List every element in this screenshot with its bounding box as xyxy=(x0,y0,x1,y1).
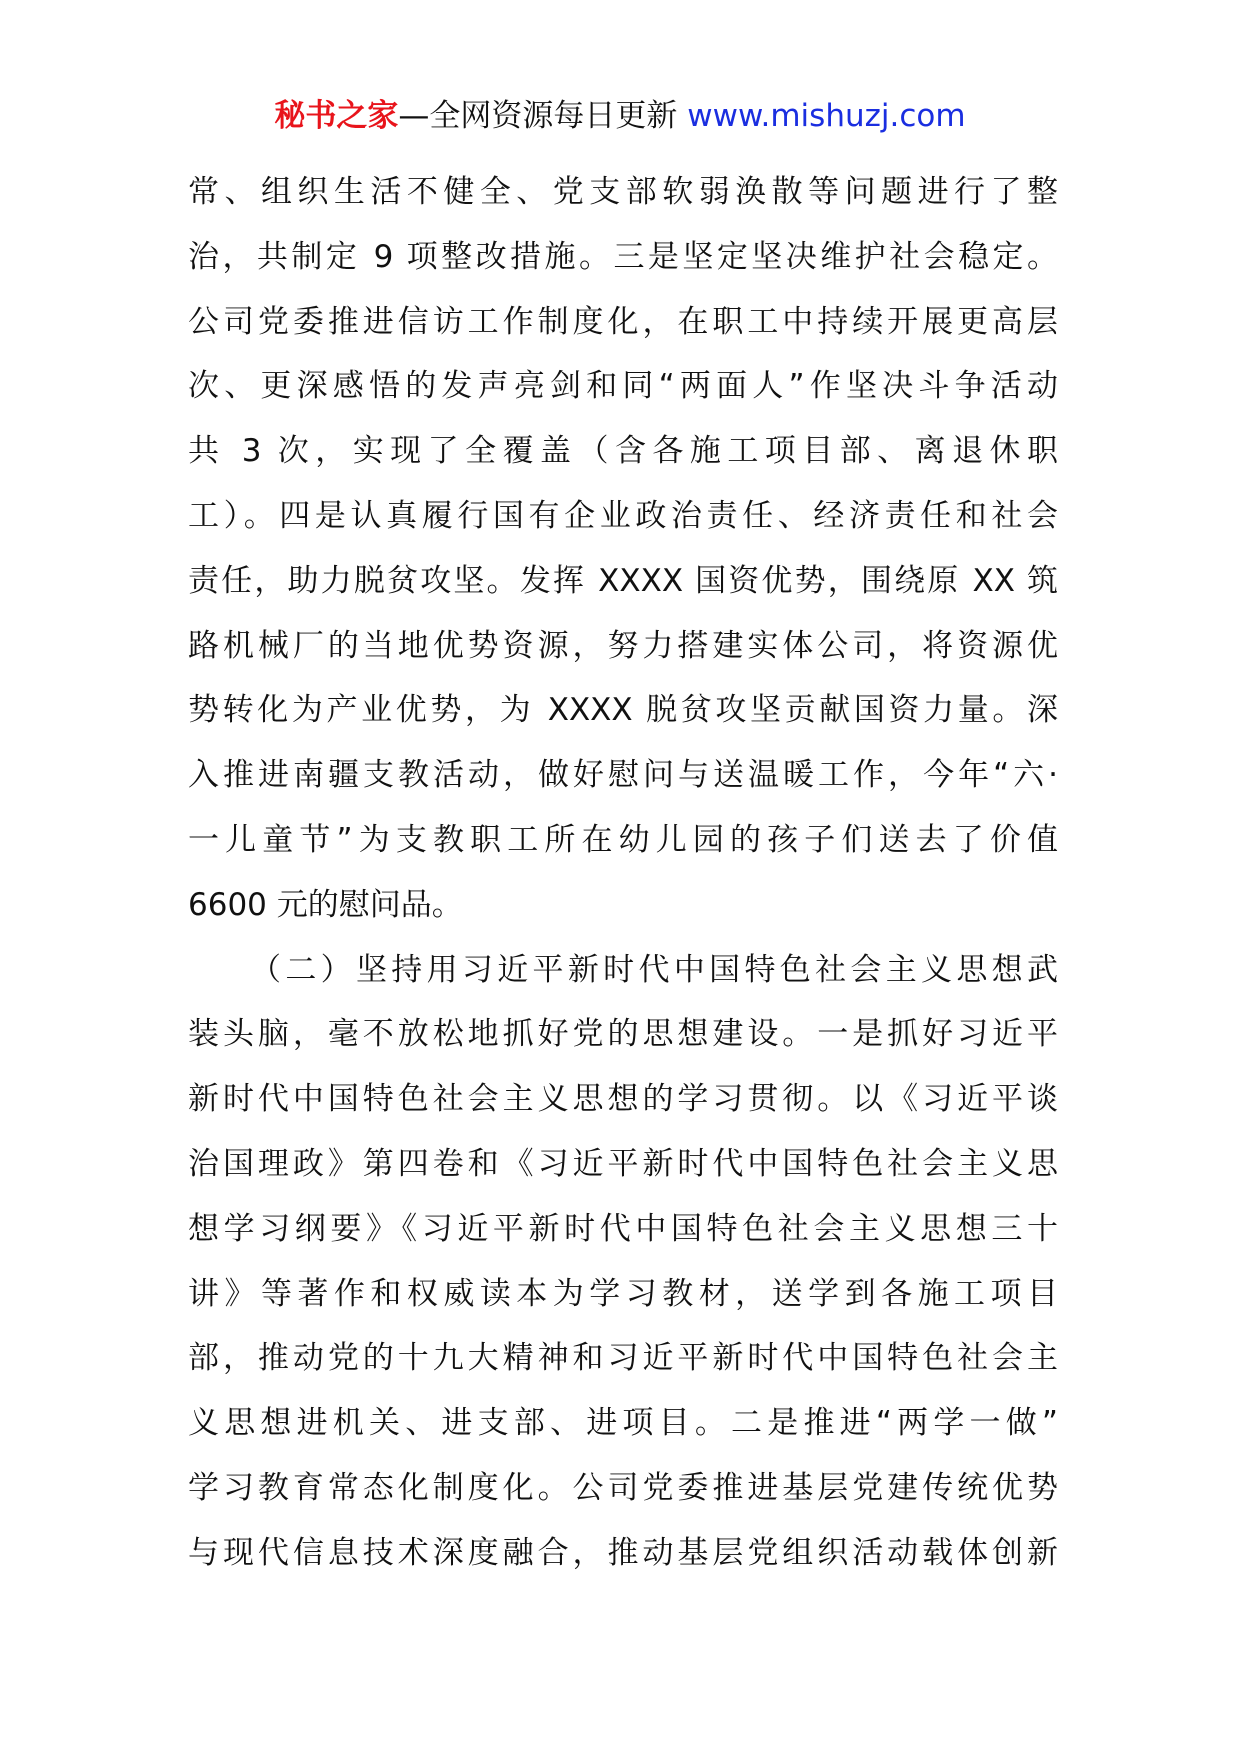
text-line: 责任，助力脱贫攻坚。发挥 XXXX 国资优势，围绕原 XX 筑 xyxy=(188,562,1058,599)
text-line: 路机械厂的当地优势资源，努力搭建实体公司，将资源优 xyxy=(188,627,1058,664)
text-line: 治国理政》第四卷和《习近平新时代中国特色社会主义思 xyxy=(188,1145,1058,1182)
header-tagline: —全网资源每日更新 xyxy=(398,98,678,134)
text-line: 次、更深感悟的发声亮剑和同“两面人”作坚决斗争活动 xyxy=(188,368,1058,405)
text-line: 势转化为产业优势，为 XXXX 脱贫攻坚贡献国资力量。深 xyxy=(188,692,1058,729)
text-line: 一儿童节”为支教职工所在幼儿园的孩子们送去了价值 xyxy=(188,821,1058,858)
text-line: 学习教育常态化制度化。公司党委推进基层党建传统优势 xyxy=(188,1469,1058,1506)
paragraph-section-two xyxy=(188,938,1058,1586)
text-line: 讲》等著作和权威读本为学习教材，送学到各施工项目 xyxy=(188,1275,1058,1312)
site-url-link[interactable]: www.mishuzj.com xyxy=(687,98,966,134)
text-line: 公司党委推进信访工作制度化，在职工中持续开展更高层 xyxy=(188,303,1058,340)
text-line: 新时代中国特色社会主义思想的学习贯彻。以《习近平谈 xyxy=(188,1081,1058,1118)
text-line: 装头脑，毫不放松地抓好党的思想建设。一是抓好习近平 xyxy=(188,1016,1058,1053)
section-heading-line: （二）坚持用习近平新时代中国特色社会主义思想武 xyxy=(250,951,1058,988)
text-line: 共 3 次，实现了全覆盖（含各施工项目部、离退休职 xyxy=(188,433,1058,470)
text-line: 常、组织生活不健全、党支部软弱涣散等问题进行了整 xyxy=(188,174,1058,210)
text-line: 与现代信息技术深度融合，推动基层党组织活动载体创新 xyxy=(188,1534,1058,1571)
paragraph-continuation xyxy=(188,160,1058,938)
text-line: 工）。四是认真履行国有企业政治责任、经济责任和社会 xyxy=(188,497,1058,534)
document-body xyxy=(188,160,1058,1586)
text-line: 入推进南疆支教活动，做好慰问与送温暖工作，今年“六· xyxy=(188,757,1058,794)
text-line: 6600 元的慰问品。 xyxy=(188,886,463,923)
text-line: 想学习纲要》《习近平新时代中国特色社会主义思想三十 xyxy=(188,1210,1058,1247)
text-line: 治，共制定 9 项整改措施。三是坚定坚决维护社会稳定。 xyxy=(188,238,1058,275)
brand-name: 秘书之家 xyxy=(274,98,399,134)
text-line: 部，推动党的十九大精神和习近平新时代中国特色社会主 xyxy=(188,1340,1058,1377)
text-line: 义思想进机关、进支部、进项目。二是推进“两学一做” xyxy=(188,1405,1058,1442)
page-header xyxy=(0,96,1240,136)
